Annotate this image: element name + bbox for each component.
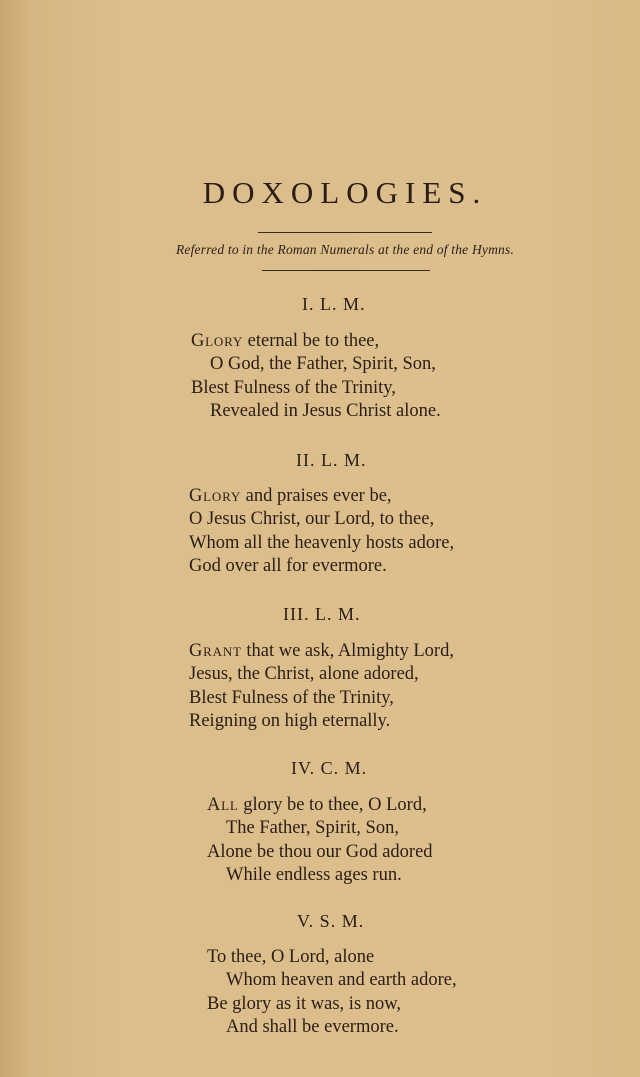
doxology-heading-4: IV. C. M.	[291, 758, 368, 778]
verse-line: Grant that we ask, Almighty Lord,	[189, 641, 454, 661]
doxology-verse-1	[191, 330, 441, 423]
verse-line: Blest Fulness of the Trinity,	[191, 377, 396, 398]
page-title: DOXOLOGIES.	[202, 175, 488, 210]
verse-line: Glory and praises ever be,	[189, 486, 392, 506]
verse-line: O God, the Father, Spirit, Son,	[210, 354, 436, 375]
doxology-heading-5: V. S. M.	[297, 911, 365, 931]
verse-line: Whom heaven and earth adore,	[226, 970, 457, 991]
verse-line: Whom all the heavenly hosts adore,	[189, 532, 455, 553]
doxology-heading-3: III. L. M.	[283, 604, 361, 624]
verse-line: Glory eternal be to thee,	[191, 331, 380, 351]
doxology-heading-1: I. L. M.	[302, 294, 366, 314]
verse-first-word: Glory	[189, 486, 242, 506]
doxology-verse-5	[207, 946, 457, 1039]
verse-line: To thee, O Lord, alone	[207, 947, 375, 967]
doxology-verse-4	[207, 794, 433, 887]
verse-line: Reigning on high eternally.	[189, 710, 391, 731]
verse-line: While endless ages run.	[226, 864, 402, 885]
verse-line: Blest Fulness of the Trinity,	[189, 687, 394, 708]
verse-line: God over all for evermore.	[189, 555, 387, 576]
verse-line: O Jesus Christ, our Lord, to thee,	[189, 509, 435, 530]
title-rule-bottom	[262, 270, 430, 271]
verse-line: All glory be to thee, O Lord,	[207, 795, 427, 815]
verse-first-word: Glory	[191, 331, 244, 351]
doxology-verse-3	[189, 640, 454, 733]
verse-line: Jesus, the Christ, alone adored,	[189, 664, 419, 685]
doxology-heading-2: II. L. M.	[296, 450, 367, 470]
verse-line: And shall be evermore.	[226, 1016, 399, 1037]
verse-first-word: Grant	[189, 641, 242, 661]
verse-line: Be glory as it was, is now,	[207, 993, 402, 1014]
doxology-verse-2	[189, 485, 454, 578]
verse-first-word: All	[207, 795, 239, 815]
verse-line: Alone be thou our God adored	[207, 841, 433, 862]
verse-line: Revealed in Jesus Christ alone.	[210, 400, 441, 421]
title-rule-top	[258, 232, 432, 233]
verse-line: The Father, Spirit, Son,	[226, 818, 399, 839]
page-subtitle: Referred to in the Roman Numerals at the end of the Hymns.	[175, 242, 515, 257]
